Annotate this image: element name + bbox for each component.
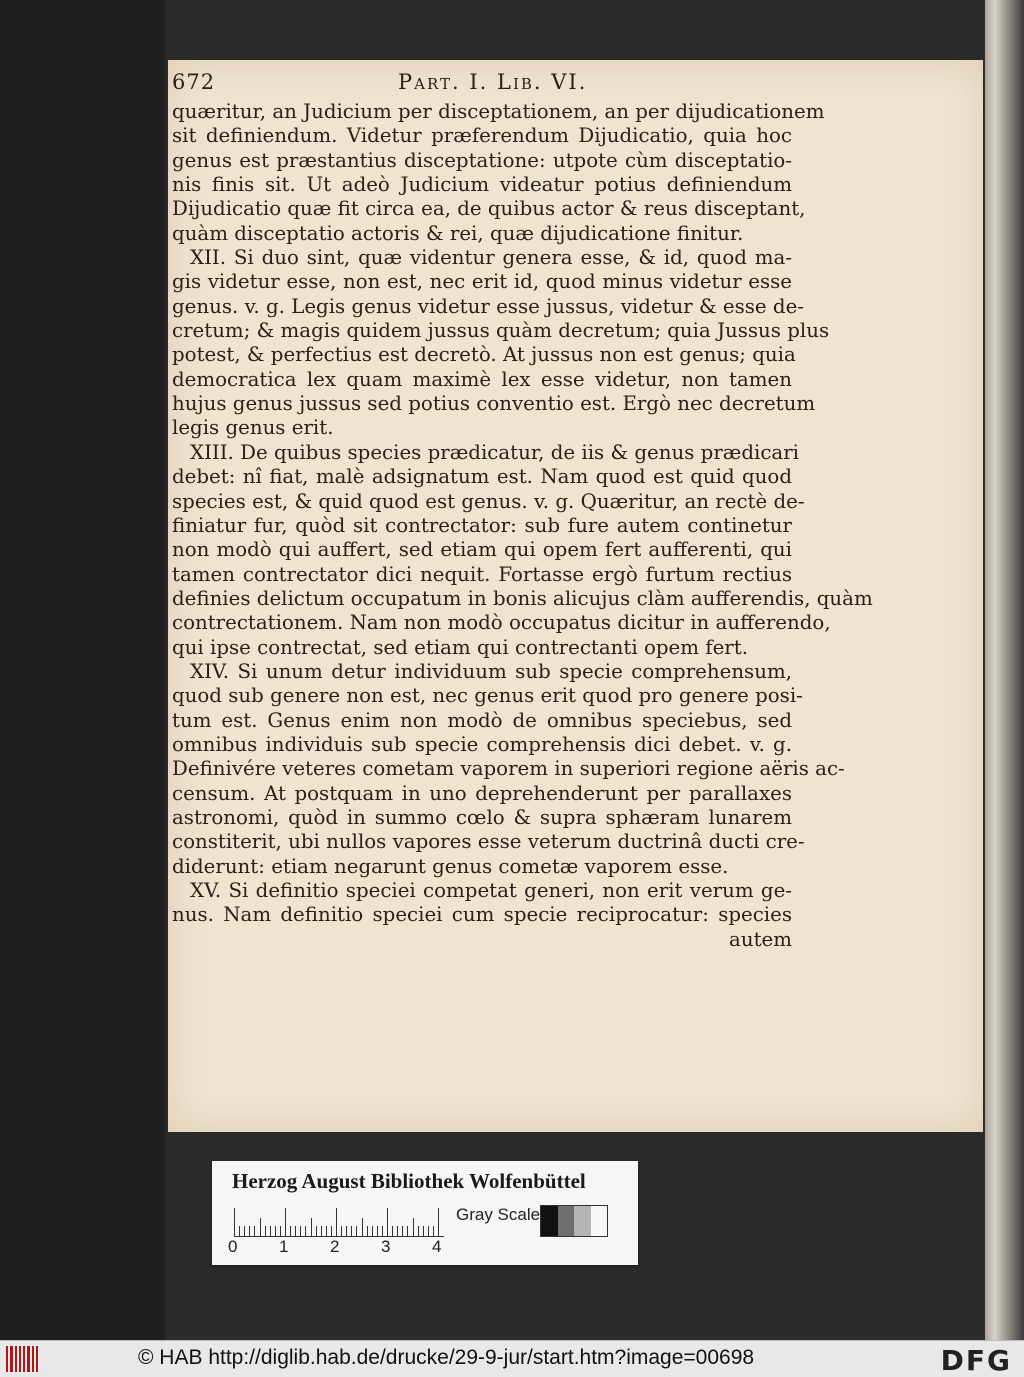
- ruler-tick: [341, 1226, 342, 1236]
- ruler-tick: [295, 1226, 296, 1236]
- ruler-tick: [254, 1226, 255, 1236]
- book-edge: [985, 0, 1024, 1340]
- text-line: quæritur, an Judicium per disceptationem, an per dijudicationem: [172, 100, 825, 123]
- text-line: nus. Nam definitio speciei cum specie reciprocatur: species: [172, 903, 792, 927]
- text-line: sit definiendum. Videtur præferendum Dijudicatio, quia hoc: [172, 124, 792, 148]
- text-line: XV. Si definitio speciei competat generi, non erit verum ge-: [190, 879, 792, 902]
- ruler-tick: [244, 1226, 245, 1236]
- text-line: diderunt: etiam negarunt genus cometæ vaporem esse.: [172, 854, 729, 878]
- ruler-number: 3: [381, 1237, 391, 1256]
- ruler-tick: [316, 1226, 317, 1236]
- hab-logo-bar: [32, 1346, 34, 1372]
- text-line: XIII. De quibus species prædicatur, de iis & genus prædicari: [190, 440, 800, 464]
- ruler-tick: [428, 1226, 429, 1236]
- ruler-tick: [367, 1226, 368, 1236]
- ruler-tick: [280, 1226, 281, 1236]
- text-line: quod sub genere non est, nec genus erit quod pro genere posi-: [172, 684, 803, 708]
- text-line: Definivére veteres cometam vaporem in superiori regione aëris ac-: [172, 757, 845, 781]
- text-line: astronomi, quòd in summo cœlo & supra sphæram lunarem: [172, 805, 792, 829]
- ruler-scale: [234, 1206, 444, 1237]
- text-line: species est, & quid quod est genus. v. g. Quæritur, an rectè de-: [172, 489, 805, 513]
- gray-swatch: [591, 1206, 608, 1236]
- ruler-number: 2: [330, 1237, 340, 1256]
- ruler-tick: [382, 1226, 383, 1236]
- dfg-logo[interactable]: DFG: [940, 1344, 1012, 1377]
- text-line: tum est. Genus enim non modò de omnibus speciebus, sed: [172, 708, 792, 732]
- page-number: 672: [172, 70, 216, 94]
- ruler-tick: [321, 1226, 322, 1236]
- library-name: Herzog August Bibliothek Wolfenbüttel: [232, 1169, 586, 1193]
- footer-copyright-link[interactable]: © HAB http://diglib.hab.de/drucke/29-9-jur/start.htm?image=00698: [138, 1346, 755, 1369]
- hab-logo-bar: [27, 1346, 29, 1372]
- catchword: autem: [729, 927, 792, 951]
- text-line: nis finis sit. Ut adeò Judicium videatur potius definiendum: [172, 173, 792, 197]
- text-line: qui ipse contrectat, sed etiam qui contrectanti opem fert.: [172, 635, 748, 659]
- library-scale-card: [212, 1161, 638, 1265]
- ruler-tick: [372, 1226, 373, 1236]
- body-text: [172, 100, 873, 952]
- ruler-tick: [407, 1226, 408, 1236]
- text-line: tamen contrectator dici nequit. Fortasse ergò furtum rectius: [172, 562, 792, 586]
- ruler-tick: [362, 1218, 363, 1236]
- text-line: genus est præstantius disceptatione: utpote cùm disceptatio-: [172, 148, 792, 172]
- hab-logo-icon[interactable]: [6, 1346, 38, 1372]
- text-line: cretum; & magis quidem jussus quàm decretum; quia Jussus plus: [172, 319, 830, 343]
- gray-swatch: [558, 1206, 575, 1236]
- gray-swatch: [541, 1206, 558, 1236]
- ruler-tick: [418, 1226, 419, 1236]
- ruler-tick: [234, 1208, 235, 1236]
- text-line: Dijudicatio quæ fit circa ea, de quibus actor & reus disceptant,: [172, 197, 806, 221]
- ruler-tick: [285, 1208, 286, 1236]
- ruler-tick: [356, 1226, 357, 1236]
- hab-logo-bar: [15, 1346, 17, 1372]
- text-line: XII. Si duo sint, quæ videntur genera esse, & id, quod ma-: [190, 246, 792, 270]
- ruler-tick: [377, 1226, 378, 1236]
- text-line: XIV. Si unum detur individuum sub specie comprehensum,: [190, 659, 792, 683]
- footer-bar: [0, 1340, 1024, 1377]
- ruler-tick: [402, 1226, 403, 1236]
- ruler-tick: [326, 1226, 327, 1236]
- text-line: contrectationem. Nam non modò occupatus dicitur in aufferendo,: [172, 611, 831, 635]
- scan-backdrop-left: [0, 0, 165, 1340]
- ruler-tick: [270, 1226, 271, 1236]
- ruler-tick: [413, 1218, 414, 1236]
- ruler-tick: [311, 1218, 312, 1236]
- hab-logo-bar: [19, 1346, 21, 1372]
- ruler-number: 0: [228, 1237, 238, 1256]
- ruler-tick: [300, 1226, 301, 1236]
- ruler-tick: [392, 1226, 393, 1236]
- ruler-tick: [249, 1226, 250, 1236]
- text-line: non modò qui auffert, sed etiam qui opem fert aufferenti, qui: [172, 538, 792, 562]
- ruler-tick: [265, 1226, 266, 1236]
- gray-scale-swatches: [540, 1205, 608, 1237]
- hab-logo-bar: [36, 1346, 38, 1372]
- text-line: constiterit, ubi nullos vapores esse veterum ductrinâ ducti cre-: [172, 830, 805, 854]
- ruler-tick: [290, 1226, 291, 1236]
- ruler-tick: [260, 1218, 261, 1236]
- ruler-tick: [239, 1226, 240, 1236]
- ruler-tick: [387, 1208, 388, 1236]
- text-line: genus. v. g. Legis genus videtur esse jussus, videtur & esse de-: [172, 294, 804, 318]
- text-line: legis genus erit.: [172, 416, 334, 440]
- ruler-tick: [351, 1226, 352, 1236]
- hab-logo-bar: [6, 1346, 8, 1372]
- ruler-number: 1: [279, 1237, 289, 1256]
- ruler-tick: [433, 1226, 434, 1236]
- text-line: potest, & perfectius est decretò. At jussus non est genus; quia: [172, 343, 796, 367]
- text-line: hujus genus jussus sed potius conventio est. Ergò nec decretum: [172, 392, 816, 416]
- ruler-tick: [397, 1226, 398, 1236]
- text-line: definies delictum occupatum in bonis alicujus clàm aufferendis, quàm: [172, 586, 873, 610]
- running-head: Part. I. Lib. VI.: [398, 70, 588, 94]
- ruler-tick: [275, 1226, 276, 1236]
- ruler-tick: [423, 1226, 424, 1236]
- gray-swatch: [574, 1206, 591, 1236]
- text-line: finiatur fur, quòd sit contrectator: sub fure autem continetur: [172, 513, 792, 537]
- text-line: democratica lex quam maximè lex esse videtur, non tamen: [172, 367, 792, 391]
- text-line: debet: nî fiat, malè adsignatum est. Nam quod est quid quod: [172, 465, 792, 489]
- ruler-tick: [346, 1226, 347, 1236]
- hab-logo-bar: [10, 1346, 12, 1372]
- ruler-numbers: [228, 1237, 458, 1257]
- ruler-tick: [336, 1208, 337, 1236]
- ruler-tick: [438, 1208, 439, 1236]
- page-header: [172, 70, 772, 100]
- text-line: quàm disceptatio actoris & rei, quæ dijudicatione finitur.: [172, 221, 744, 245]
- ruler-number: 4: [432, 1237, 442, 1256]
- text-line: censum. At postquam in uno deprehenderunt per parallaxes: [172, 781, 792, 805]
- text-line: gis videtur esse, non est, nec erit id, quod minus videtur esse: [172, 270, 792, 294]
- text-line: omnibus individuis sub specie comprehensis dici debet. v. g.: [172, 732, 792, 756]
- ruler-tick: [305, 1226, 306, 1236]
- gray-scale-label: Gray Scale: [456, 1205, 541, 1224]
- hab-logo-bar: [23, 1346, 25, 1372]
- ruler-tick: [331, 1226, 332, 1236]
